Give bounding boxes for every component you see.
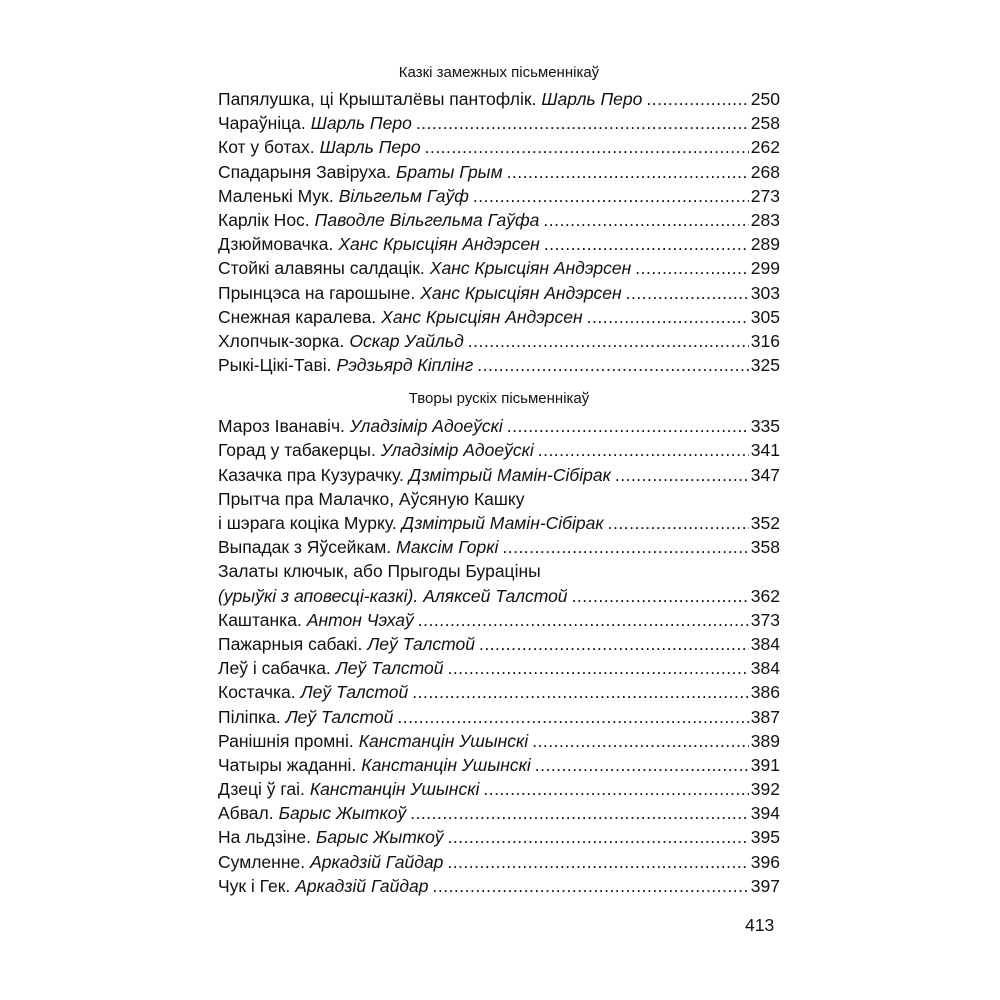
entry-author: Леў Талстой (367, 633, 475, 654)
dot-leader (538, 438, 749, 462)
dot-leader (397, 705, 748, 729)
entry-title: На льдзіне. (218, 827, 311, 848)
toc-entry (218, 111, 780, 135)
entry-author: Аркадзій Гайдар (310, 851, 444, 872)
entry-title: Чатыры жаданні. (218, 754, 357, 775)
toc-entry (218, 232, 780, 256)
entry-page: 303 (750, 282, 780, 303)
toc-entry (218, 208, 780, 232)
entry-author: Вільгельм Гаўф (338, 185, 469, 206)
entry-author: Ханс Крысціян Андэрсен (420, 282, 622, 303)
dot-leader (608, 511, 749, 535)
entry-title: Абвал. (218, 803, 274, 824)
toc-entry (218, 87, 780, 111)
entry-title: Ранішнія промні. (218, 730, 354, 751)
entry-page: 316 (750, 330, 780, 351)
dot-leader (483, 777, 748, 801)
entry-author: Браты Грым (396, 161, 503, 182)
entry-title: Карлік Нос. (218, 209, 310, 230)
entry-page: 273 (750, 185, 780, 206)
dot-leader (432, 874, 748, 898)
entry-title: Мароз Іванавіч. (218, 416, 345, 437)
entry-page: 335 (750, 416, 780, 437)
entry-title: Папялушка, ці Крышталёвы пантофлік. (218, 89, 537, 109)
dot-leader (479, 632, 749, 656)
dot-leader (447, 656, 748, 680)
dot-leader (447, 850, 748, 874)
toc-entry (218, 608, 780, 632)
entry-page: 397 (750, 875, 780, 896)
entry-title: Каштанка. (218, 609, 302, 630)
entry-page: 268 (750, 161, 780, 182)
toc-entry (218, 705, 780, 729)
toc-entry (218, 850, 780, 874)
entry-title: Выпадак з Яўсейкам. (218, 537, 392, 558)
toc-entry (218, 353, 780, 377)
dot-leader (473, 184, 749, 208)
entry-page: 362 (750, 585, 780, 606)
russian-authors-list (218, 414, 780, 898)
toc-entry (218, 656, 780, 680)
table-of-contents (218, 62, 780, 898)
toc-entry (218, 801, 780, 825)
entry-author: Шарль Перо (310, 113, 412, 134)
section-heading-russian: Творы рускіх пісьменнікаў (408, 390, 590, 408)
toc-entry (218, 632, 780, 656)
entry-author: Шарль Перо (319, 137, 421, 158)
entry-title: Казачка пра Кузурачку. (218, 464, 404, 485)
toc-entry (218, 825, 780, 849)
entry-author: Леў Талстой (300, 682, 409, 703)
entry-page: 352 (750, 513, 780, 533)
toc-entry (218, 753, 780, 777)
page-number: 413 (745, 915, 775, 935)
entry-author: Барыс Жыткоў (315, 827, 444, 848)
entry-page: 262 (750, 137, 780, 158)
dot-leader (635, 256, 749, 280)
entry-page: 305 (750, 306, 780, 327)
entry-author: Максім Горкі (396, 537, 499, 558)
dot-leader (587, 305, 749, 329)
toc-entry (218, 184, 780, 208)
dot-leader (646, 87, 748, 111)
entry-title: Рыкі-Цікі-Таві. (218, 355, 332, 376)
entry-title-line1: Прытча пра Малачко, Аўсяную Кашку (218, 488, 525, 509)
entry-author: Ханс Крысціян Андэрсен (338, 234, 540, 255)
toc-entry (218, 511, 780, 535)
entry-title: Чараўніца. (218, 113, 306, 134)
toc-entry (218, 777, 780, 801)
entry-page: 396 (750, 851, 780, 872)
entry-title: Костачка. (218, 682, 296, 703)
toc-entry (218, 160, 780, 184)
entry-title: Дзеці ў гаі. (218, 779, 305, 800)
entry-page: 299 (750, 258, 780, 279)
entry-page: 283 (750, 209, 780, 230)
toc-entry (218, 256, 780, 280)
entry-title: Сумленне. (218, 851, 306, 872)
entry-page: 391 (750, 754, 780, 775)
entry-page: 258 (750, 113, 780, 134)
toc-entry (218, 680, 780, 704)
toc-entry (218, 329, 780, 353)
dot-leader (535, 753, 749, 777)
dot-leader (468, 329, 749, 353)
entry-author: Барыс Жыткоў (278, 803, 407, 824)
dot-leader (544, 232, 749, 256)
foreign-authors-list (218, 87, 780, 377)
toc-entry (218, 281, 780, 305)
entry-page: 347 (750, 464, 780, 485)
entry-author: Дзмітрый Мамін-Сібірак (408, 464, 611, 485)
entry-title: Дзюймовачка. (218, 234, 334, 255)
entry-title: Маленькі Мук. (218, 185, 334, 206)
dot-leader (543, 208, 748, 232)
entry-title: і шэрага коціка Мурку. (218, 513, 397, 533)
dot-leader (502, 535, 748, 559)
dot-leader (615, 463, 749, 487)
dot-leader (410, 801, 749, 825)
entry-page: 386 (750, 682, 780, 703)
entry-page: 394 (750, 803, 780, 824)
entry-title: Леў і сабачка. (218, 658, 331, 679)
section-heading-foreign: Казкі замежных пісьменнікаў (398, 64, 600, 81)
entry-author: Уладзімір Адоеўскі (349, 416, 503, 437)
entry-title: Стойкі алавяны салдацік. (218, 258, 425, 279)
toc-entry (218, 414, 780, 438)
dot-leader (626, 281, 749, 305)
entry-author: Леў Талстой (335, 658, 444, 679)
entry-title: Снежная каралева. (218, 306, 377, 327)
entry-subtitle: (урыўкі з аповесці-казкі). (218, 585, 419, 606)
entry-title: Чук і Гек. (218, 875, 291, 896)
toc-entry (218, 463, 780, 487)
entry-page: 387 (750, 706, 780, 727)
dot-leader (477, 353, 749, 377)
dot-leader (507, 160, 749, 184)
entry-author: Дзмітрый Мамін-Сібірак (401, 513, 604, 533)
entry-title: Піліпка. (218, 706, 281, 727)
entry-page: 250 (750, 89, 780, 109)
entry-title: Горад у табакерцы. (218, 440, 376, 461)
entry-page: 341 (750, 440, 780, 461)
toc-entry (218, 305, 780, 329)
dot-leader (532, 729, 749, 753)
entry-title-line1: Залаты ключык, або Прыгоды Бураціны (218, 561, 541, 582)
entry-author: Шарль Перо (541, 89, 643, 109)
entry-title: Кот у ботах. (218, 137, 315, 158)
dot-leader (448, 825, 749, 849)
toc-entry (218, 874, 780, 898)
dot-leader (572, 584, 749, 608)
entry-page: 384 (750, 658, 780, 679)
entry-author: Аляксей Талстой (423, 585, 568, 606)
entry-title: Хлопчык-зорка. (218, 330, 345, 351)
entry-page: 389 (750, 730, 780, 751)
dot-leader (418, 608, 749, 632)
dot-leader (425, 135, 749, 159)
entry-page: 289 (750, 234, 780, 255)
toc-entry (218, 135, 780, 159)
entry-page: 395 (750, 827, 780, 848)
entry-author: Канстанцін Ушынскі (309, 779, 480, 800)
entry-title: Прынцэса на гарошыне. (218, 282, 416, 303)
toc-entry (218, 584, 780, 608)
entry-author: Уладзімір Адоеўскі (380, 440, 534, 461)
toc-entry (218, 729, 780, 753)
entry-author: Аркадзій Гайдар (295, 875, 429, 896)
entry-page: 392 (750, 779, 780, 800)
entry-page: 358 (750, 537, 780, 558)
dot-leader (412, 680, 749, 704)
entry-author: Оскар Уайльд (349, 330, 464, 351)
entry-author: Рэдзьярд Кіплінг (336, 355, 474, 376)
entry-author: Канстанцін Ушынскі (358, 730, 529, 751)
entry-page: 325 (750, 355, 780, 376)
entry-author: Ханс Крысціян Андэрсен (429, 258, 632, 279)
entry-title: Спадарыня Завіруха. (218, 161, 392, 182)
entry-author: Ханс Крысціян Андэрсен (381, 306, 583, 327)
entry-title: Пажарныя сабакі. (218, 633, 363, 654)
toc-entry (218, 535, 780, 559)
entry-page: 384 (750, 633, 780, 654)
entry-author: Паводле Вільгельма Гаўфа (314, 209, 540, 230)
dot-leader (416, 111, 749, 135)
toc-entry (218, 438, 780, 462)
dot-leader (507, 414, 749, 438)
entry-author: Леў Талстой (285, 706, 394, 727)
entry-author: Антон Чэхаў (306, 609, 414, 630)
entry-page: 373 (750, 609, 780, 630)
entry-author: Канстанцін Ушынскі (361, 754, 531, 775)
